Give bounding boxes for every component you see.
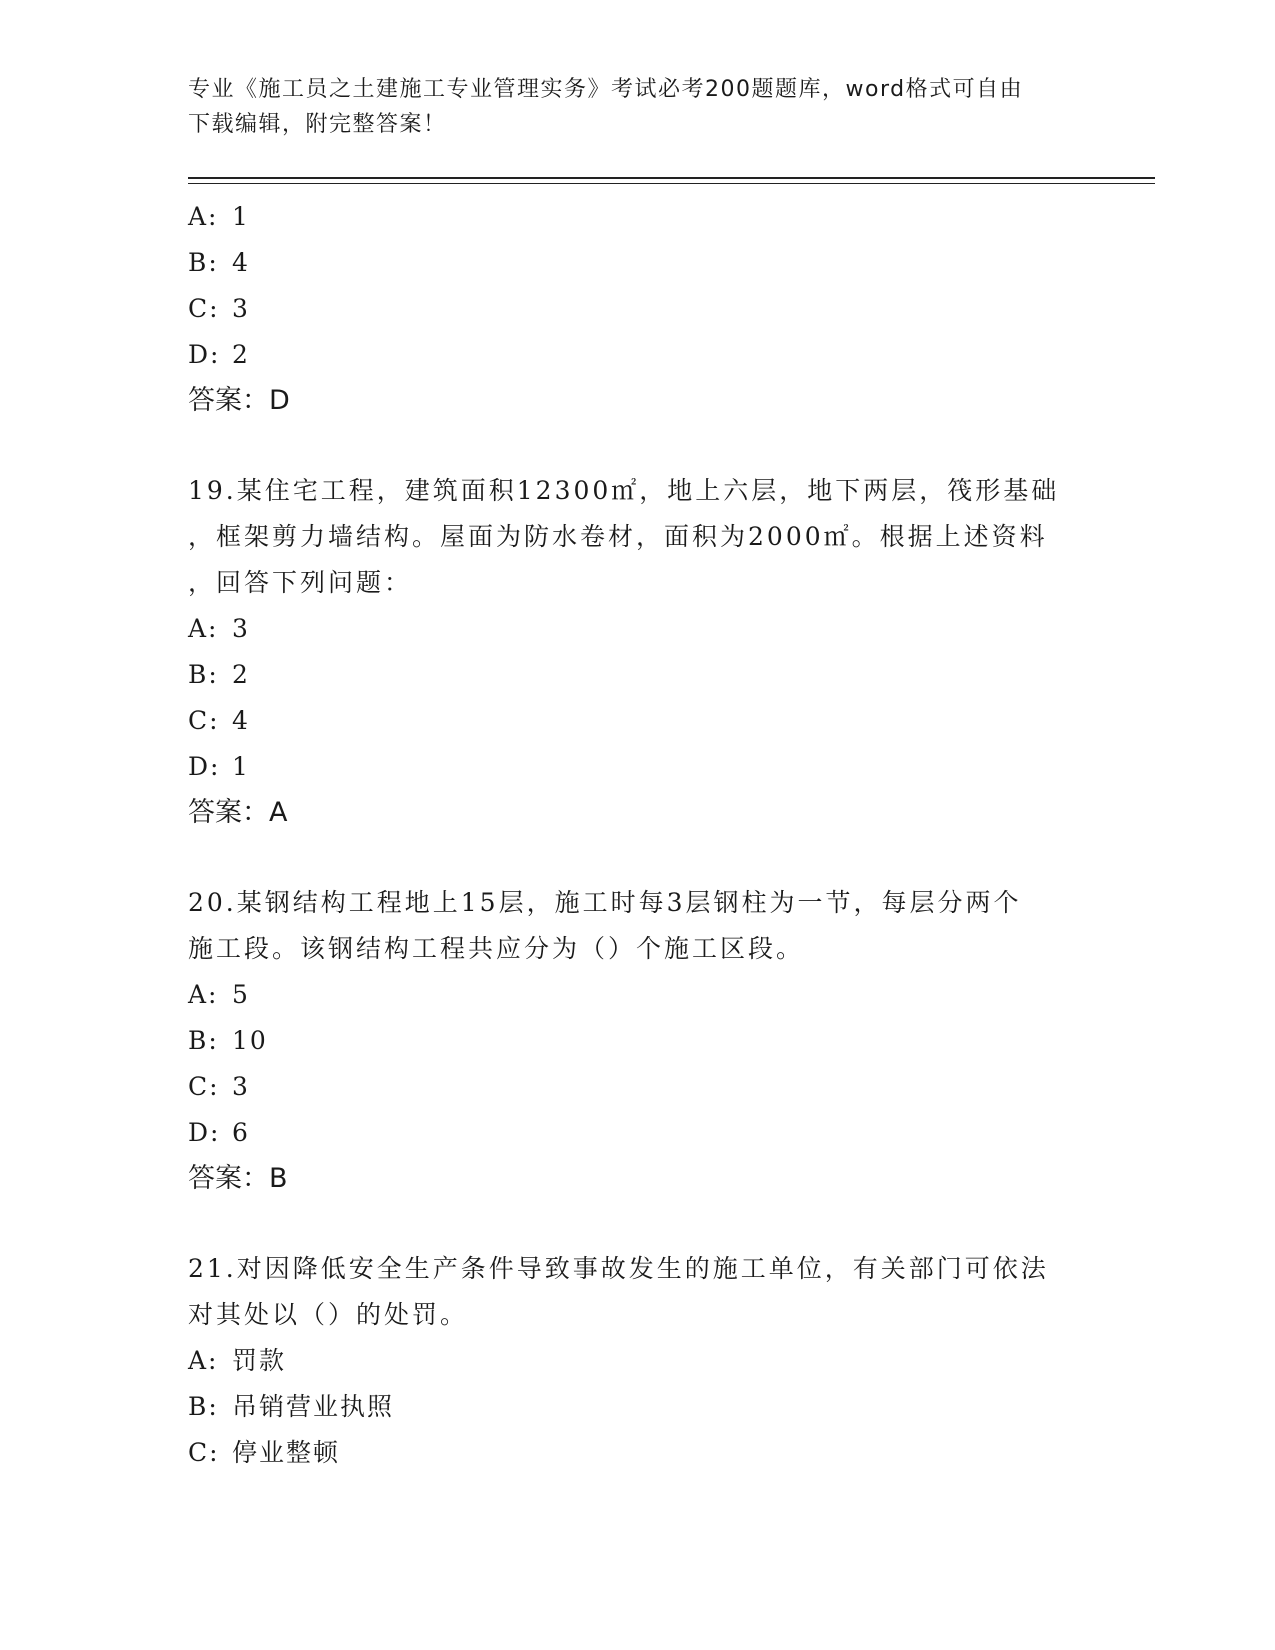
header-line-1: 专业《施工员之土建施工专业管理实务》考试必考200题题库，word格式可自由	[188, 77, 1024, 102]
header-line-2: 下载编辑，附完整答案！	[188, 112, 447, 137]
option-c: C: 4	[188, 706, 250, 735]
option-a: A: 5	[188, 980, 250, 1009]
question-text: 20.某钢结构工程地上15层，施工时每3层钢柱为一节，每层分两个 施工段。该钢结构工程共应分为（）个施工区段。	[188, 888, 1022, 963]
option-c: C: 3	[188, 294, 250, 323]
option-c: C: 3	[188, 1072, 250, 1101]
question-20	[188, 880, 1088, 1202]
question-18-continued	[188, 194, 1088, 424]
option-b: B: 4	[188, 248, 250, 277]
option-d: D: 2	[188, 340, 250, 369]
option-c: C: 停业整顿	[188, 1438, 341, 1467]
question-19	[188, 468, 1088, 836]
option-a: A: 1	[188, 202, 250, 231]
option-d: D: 6	[188, 1118, 250, 1147]
option-a: A: 罚款	[188, 1346, 287, 1375]
option-b: B: 吊销营业执照	[188, 1392, 395, 1421]
question-21	[188, 1246, 1088, 1476]
answer: 答案：B	[188, 1163, 288, 1194]
answer: 答案：A	[188, 797, 288, 828]
answer: 答案：D	[188, 385, 290, 416]
option-d: D: 1	[188, 752, 250, 781]
option-b: B: 2	[188, 660, 250, 689]
document-header	[188, 72, 1068, 142]
header-rule-thick	[188, 177, 1155, 179]
option-a: A: 3	[188, 614, 250, 643]
document-body	[188, 194, 1088, 1476]
header-rule-thin	[188, 183, 1155, 184]
option-b: B: 10	[188, 1026, 268, 1055]
question-text: 21.对因降低安全生产条件导致事故发生的施工单位，有关部门可依法 对其处以（）的处罚。	[188, 1254, 1049, 1329]
question-text: 19.某住宅工程，建筑面积12300㎡，地上六层，地下两层，筏形基础 ，框架剪力墙结构。屋面为防水卷材，面积为2000㎡。根据上述资料 ，回答下列问题：	[188, 476, 1060, 597]
